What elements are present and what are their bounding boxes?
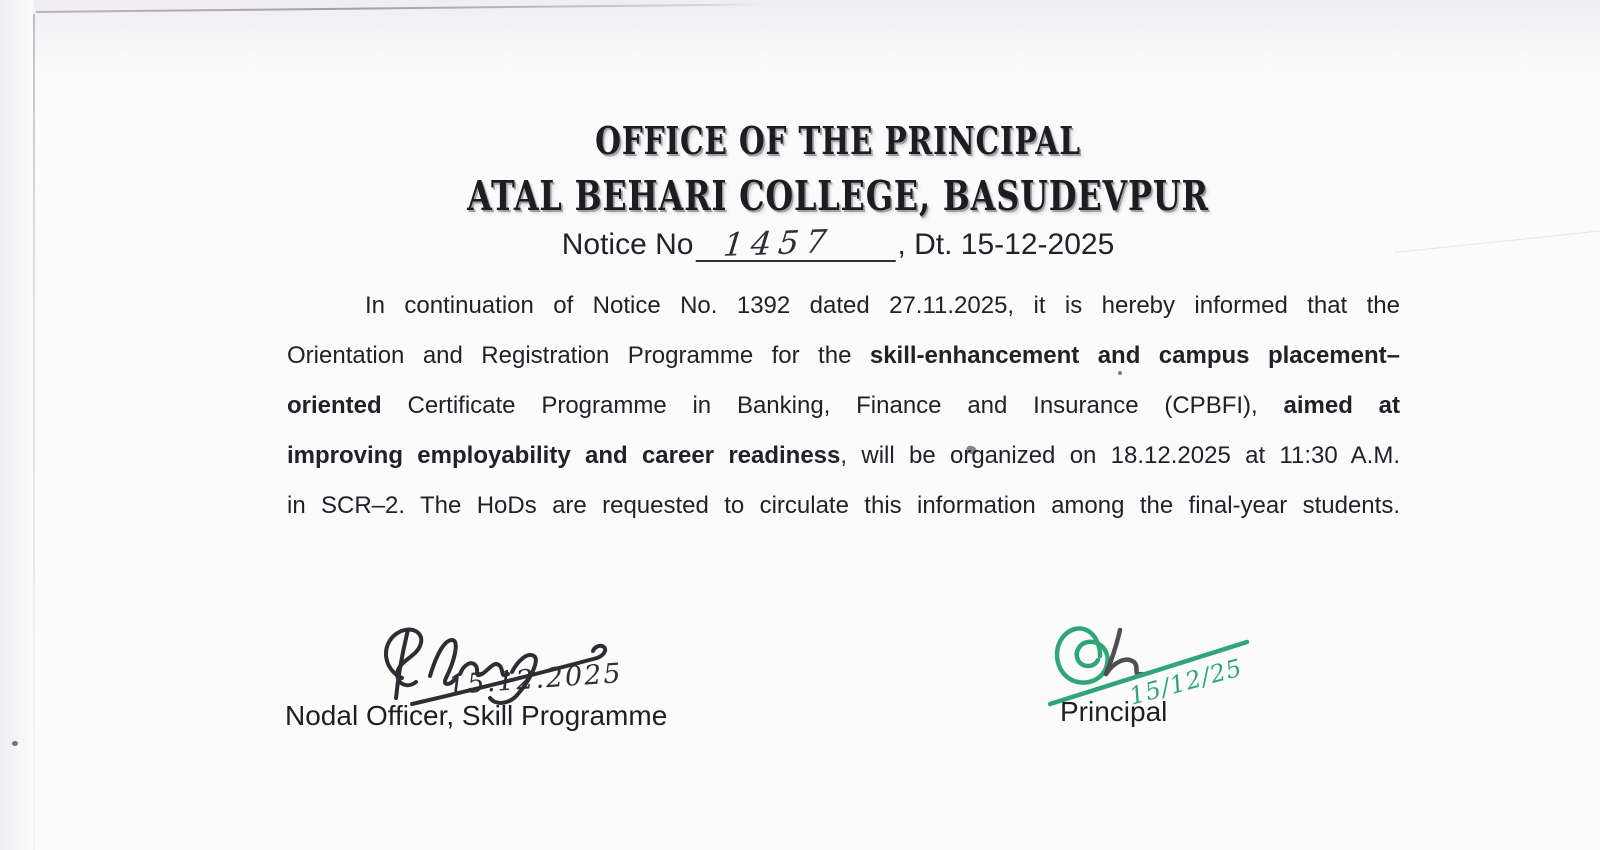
notice-date-label: , Dt. 15-12-2025 — [897, 228, 1115, 261]
scan-shadow-left — [0, 0, 34, 850]
notice-no-label: Notice No — [561, 228, 694, 261]
notice-no-underline — [695, 222, 895, 262]
scan-speck — [12, 741, 18, 746]
body-text: in SCR–2. The HoDs are requested to circulate this information among the final-year students. — [287, 492, 1400, 519]
body-text: Orientation and Registration Programme for the — [287, 342, 870, 369]
handwritten-notice-number: 1457 — [721, 222, 836, 264]
body-text-bold: oriented — [287, 392, 382, 419]
body-text-bold: improving employability and career readiness — [287, 442, 841, 469]
body-text: Certificate Programme in Banking, Finance and Insurance (CPBFI), — [381, 392, 1284, 419]
principal-title: Principal — [1060, 696, 1168, 727]
body-line — [287, 481, 1400, 531]
scan-shadow-top — [0, 0, 1600, 78]
body-text-bold: skill-enhancement and campus placement– — [869, 342, 1400, 369]
handwritten-date-right: 15/12/25 — [1126, 653, 1246, 711]
body-line — [287, 431, 1400, 481]
body-line — [287, 381, 1400, 431]
body-text: In continuation of Notice No. 1392 dated 27.11.2025, it is hereby informed that the — [365, 292, 1400, 319]
nodal-officer-title: Nodal Officer, Skill Programme — [285, 700, 668, 731]
handwritten-date-left: 15.12.2025 — [447, 657, 624, 702]
notice-body — [287, 281, 1400, 531]
body-text: , will be organized on 18.12.2025 at 11:30 A.M. — [840, 442, 1400, 469]
paper-edge-left — [33, 14, 35, 850]
scan-crease — [1395, 230, 1600, 253]
notice-number-line — [562, 222, 1115, 262]
college-title: ATAL BEHARI COLLEGE, BASUDEVPUR — [467, 172, 1209, 220]
office-title: OFFICE OF THE PRINCIPAL — [595, 118, 1081, 163]
body-text-bold: aimed at — [1283, 392, 1400, 419]
body-line — [287, 281, 1400, 331]
body-line — [287, 331, 1400, 381]
